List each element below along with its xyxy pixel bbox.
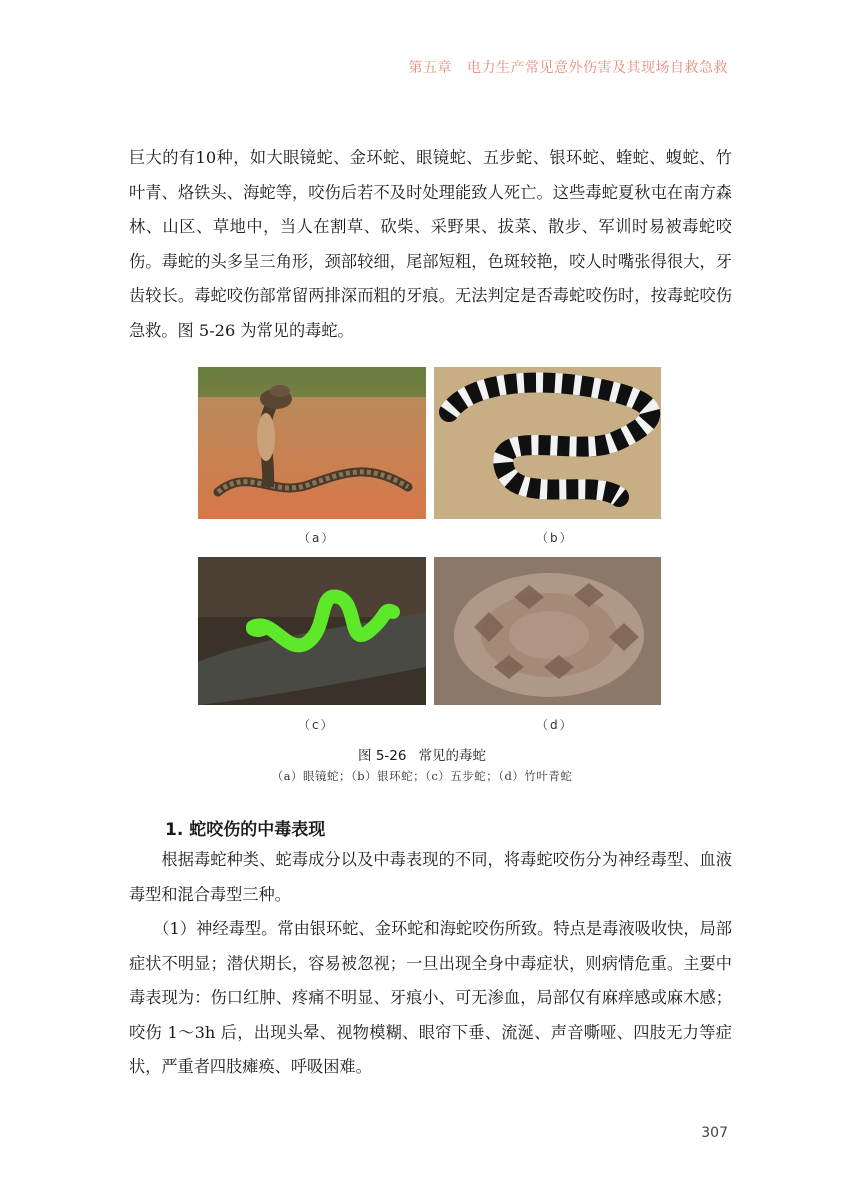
header-chapter: 第五章 bbox=[408, 60, 453, 76]
snake-figure bbox=[198, 367, 661, 737]
types-paragraph: 根据毒蛇种类、蛇毒成分以及中毒表现的不同，将毒蛇咬伤分为神经毒型、血液毒型和混合毒型三种。 bbox=[129, 850, 732, 904]
figure-number: 图 5-26 bbox=[358, 748, 407, 764]
page-number: 307 bbox=[701, 1125, 728, 1141]
running-header bbox=[399, 57, 728, 77]
viper-photo bbox=[434, 557, 661, 705]
label-a: （a） bbox=[298, 531, 336, 545]
figure-subcaption: （a）眼镜蛇；（b）银环蛇；（c）五步蛇；（d）竹叶青蛇 bbox=[271, 769, 573, 783]
figure-caption bbox=[0, 744, 844, 764]
cobra-photo bbox=[198, 367, 426, 519]
green-snake-photo bbox=[198, 557, 426, 705]
krait-photo bbox=[434, 367, 661, 519]
figure-title: 常见的毒蛇 bbox=[418, 748, 486, 764]
label-b: （b） bbox=[536, 531, 574, 545]
neurotoxic-paragraph: （1）神经毒型。常由银环蛇、金环蛇和海蛇咬伤所致。特点是毒液吸收快，局部症状不明显；潜伏期长，容易被忽视；一旦出现全身中毒症状，则病情危重。主要中毒表现为：伤口红肿、疼痛不明显、牙痕小、可无渗血，局部仅有麻痒感或麻木感；咬伤 1～3h 后，出现头晕、视物模糊、眼帘下垂、流涎、声音嘶哑、四肢无力等症状，严重者四肢瘫痪、呼吸困难。 bbox=[129, 919, 732, 1077]
header-title: 电力生产常见意外伤害及其现场自救急救 bbox=[467, 60, 728, 76]
label-c: （c） bbox=[298, 718, 335, 732]
section-heading: 1. 蛇咬伤的中毒表现 bbox=[165, 820, 326, 840]
label-d: （d） bbox=[536, 718, 574, 732]
intro-paragraph: 巨大的有10种，如大眼镜蛇、金环蛇、眼镜蛇、五步蛇、银环蛇、蝰蛇、蝮蛇、竹叶青、烙铁头、海蛇等，咬伤后若不及时处理能致人死亡。这些毒蛇夏秋屯在南方森林、山区、草地中，当人在割草、砍柴、采野果、拔菜、散步、军训时易被毒蛇咬伤。毒蛇的头多呈三角形，颈部较细，尾部短粗，色斑较艳，咬人时嘴张得很大，牙齿较长。毒蛇咬伤部常留两排深而粗的牙痕。无法判定是否毒蛇咬伤时，按毒蛇咬伤急救。图 5-26 为常见的毒蛇。 bbox=[129, 148, 732, 340]
